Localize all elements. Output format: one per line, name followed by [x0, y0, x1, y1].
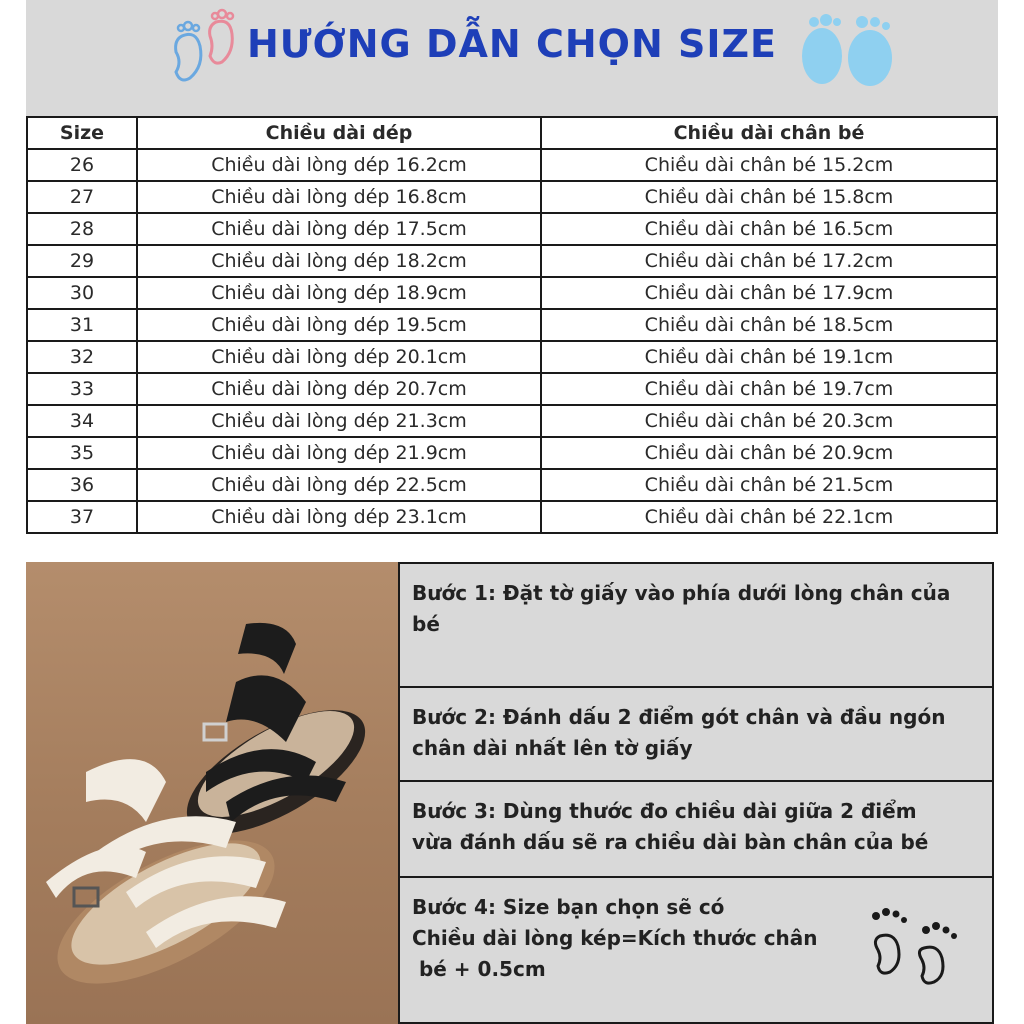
cell-foot: Chiều dài chân bé 18.5cm [541, 309, 997, 341]
cell-size: 32 [27, 341, 137, 373]
header-sandal-length: Chiều dài dép [137, 117, 541, 149]
steps-panel [398, 562, 998, 1024]
sandals-illustration [26, 562, 398, 1024]
cell-foot: Chiều dài chân bé 21.5cm [541, 469, 997, 501]
step-2-line-2: chân dài nhất lên tờ giấy [412, 736, 693, 760]
step-1-line-2: bé [412, 612, 440, 636]
step-1 [398, 562, 994, 688]
cell-foot: Chiều dài chân bé 15.8cm [541, 181, 997, 213]
step-4-line-1: Bước 4: Size bạn chọn sẽ có [412, 895, 725, 919]
step-4-line-2: Chiều dài lòng kép=Kích thước chân [412, 926, 818, 950]
cell-size: 31 [27, 309, 137, 341]
cell-foot: Chiều dài chân bé 19.1cm [541, 341, 997, 373]
cell-size: 26 [27, 149, 137, 181]
page-title: HƯỚNG DẪN CHỌN SIZE [247, 22, 777, 66]
cell-sandal: Chiều dài lòng dép 19.5cm [137, 309, 541, 341]
table-row [27, 405, 997, 437]
cell-sandal: Chiều dài lòng dép 22.5cm [137, 469, 541, 501]
table-row [27, 277, 997, 309]
step-4-line-3: bé + 0.5cm [412, 957, 546, 981]
cell-foot: Chiều dài chân bé 17.2cm [541, 245, 997, 277]
cell-sandal: Chiều dài lòng dép 17.5cm [137, 213, 541, 245]
header-size: Size [27, 117, 137, 149]
cell-foot: Chiều dài chân bé 20.3cm [541, 405, 997, 437]
cell-sandal: Chiều dài lòng dép 23.1cm [137, 501, 541, 533]
baby-feet-outline-icon [866, 906, 962, 986]
cell-foot: Chiều dài chân bé 17.9cm [541, 277, 997, 309]
table-row [27, 181, 997, 213]
step-4 [398, 876, 994, 1024]
cell-sandal: Chiều dài lòng dép 18.2cm [137, 245, 541, 277]
table-row [27, 245, 997, 277]
cell-size: 29 [27, 245, 137, 277]
table-header-row [27, 117, 997, 149]
cell-size: 30 [27, 277, 137, 309]
step-3 [398, 780, 994, 878]
cell-size: 27 [27, 181, 137, 213]
cell-foot: Chiều dài chân bé 19.7cm [541, 373, 997, 405]
cell-foot: Chiều dài chân bé 22.1cm [541, 501, 997, 533]
cell-size: 33 [27, 373, 137, 405]
header-foot-length: Chiều dài chân bé [541, 117, 997, 149]
table-row [27, 437, 997, 469]
cell-foot: Chiều dài chân bé 20.9cm [541, 437, 997, 469]
size-table [26, 116, 998, 534]
cell-foot: Chiều dài chân bé 16.5cm [541, 213, 997, 245]
step-2-line-1: Bước 2: Đánh dấu 2 điểm gót chân và đầu ngón [412, 705, 946, 729]
table-row [27, 309, 997, 341]
cell-size: 35 [27, 437, 137, 469]
step-3-line-2: vừa đánh dấu sẽ ra chiều dài bàn chân của bé [412, 830, 929, 854]
cell-sandal: Chiều dài lòng dép 16.8cm [137, 181, 541, 213]
cell-sandal: Chiều dài lòng dép 20.7cm [137, 373, 541, 405]
step-1-line-1: Bước 1: Đặt tờ giấy vào phía dưới lòng chân của [412, 581, 951, 605]
table-row [27, 469, 997, 501]
baby-feet-blue-icon [782, 6, 912, 92]
cell-sandal: Chiều dài lòng dép 18.9cm [137, 277, 541, 309]
product-photo [26, 562, 398, 1024]
header-banner [26, 0, 998, 116]
cell-size: 37 [27, 501, 137, 533]
cell-sandal: Chiều dài lòng dép 20.1cm [137, 341, 541, 373]
cell-sandal: Chiều dài lòng dép 21.9cm [137, 437, 541, 469]
cell-foot: Chiều dài chân bé 15.2cm [541, 149, 997, 181]
table-row [27, 341, 997, 373]
cell-size: 34 [27, 405, 137, 437]
step-3-line-1: Bước 3: Dùng thước đo chiều dài giữa 2 điểm [412, 799, 917, 823]
table-row [27, 373, 997, 405]
table-row [27, 501, 997, 533]
table-row [27, 213, 997, 245]
table-row [27, 149, 997, 181]
step-2 [398, 686, 994, 782]
cell-size: 36 [27, 469, 137, 501]
cell-sandal: Chiều dài lòng dép 16.2cm [137, 149, 541, 181]
cell-size: 28 [27, 213, 137, 245]
cell-sandal: Chiều dài lòng dép 21.3cm [137, 405, 541, 437]
